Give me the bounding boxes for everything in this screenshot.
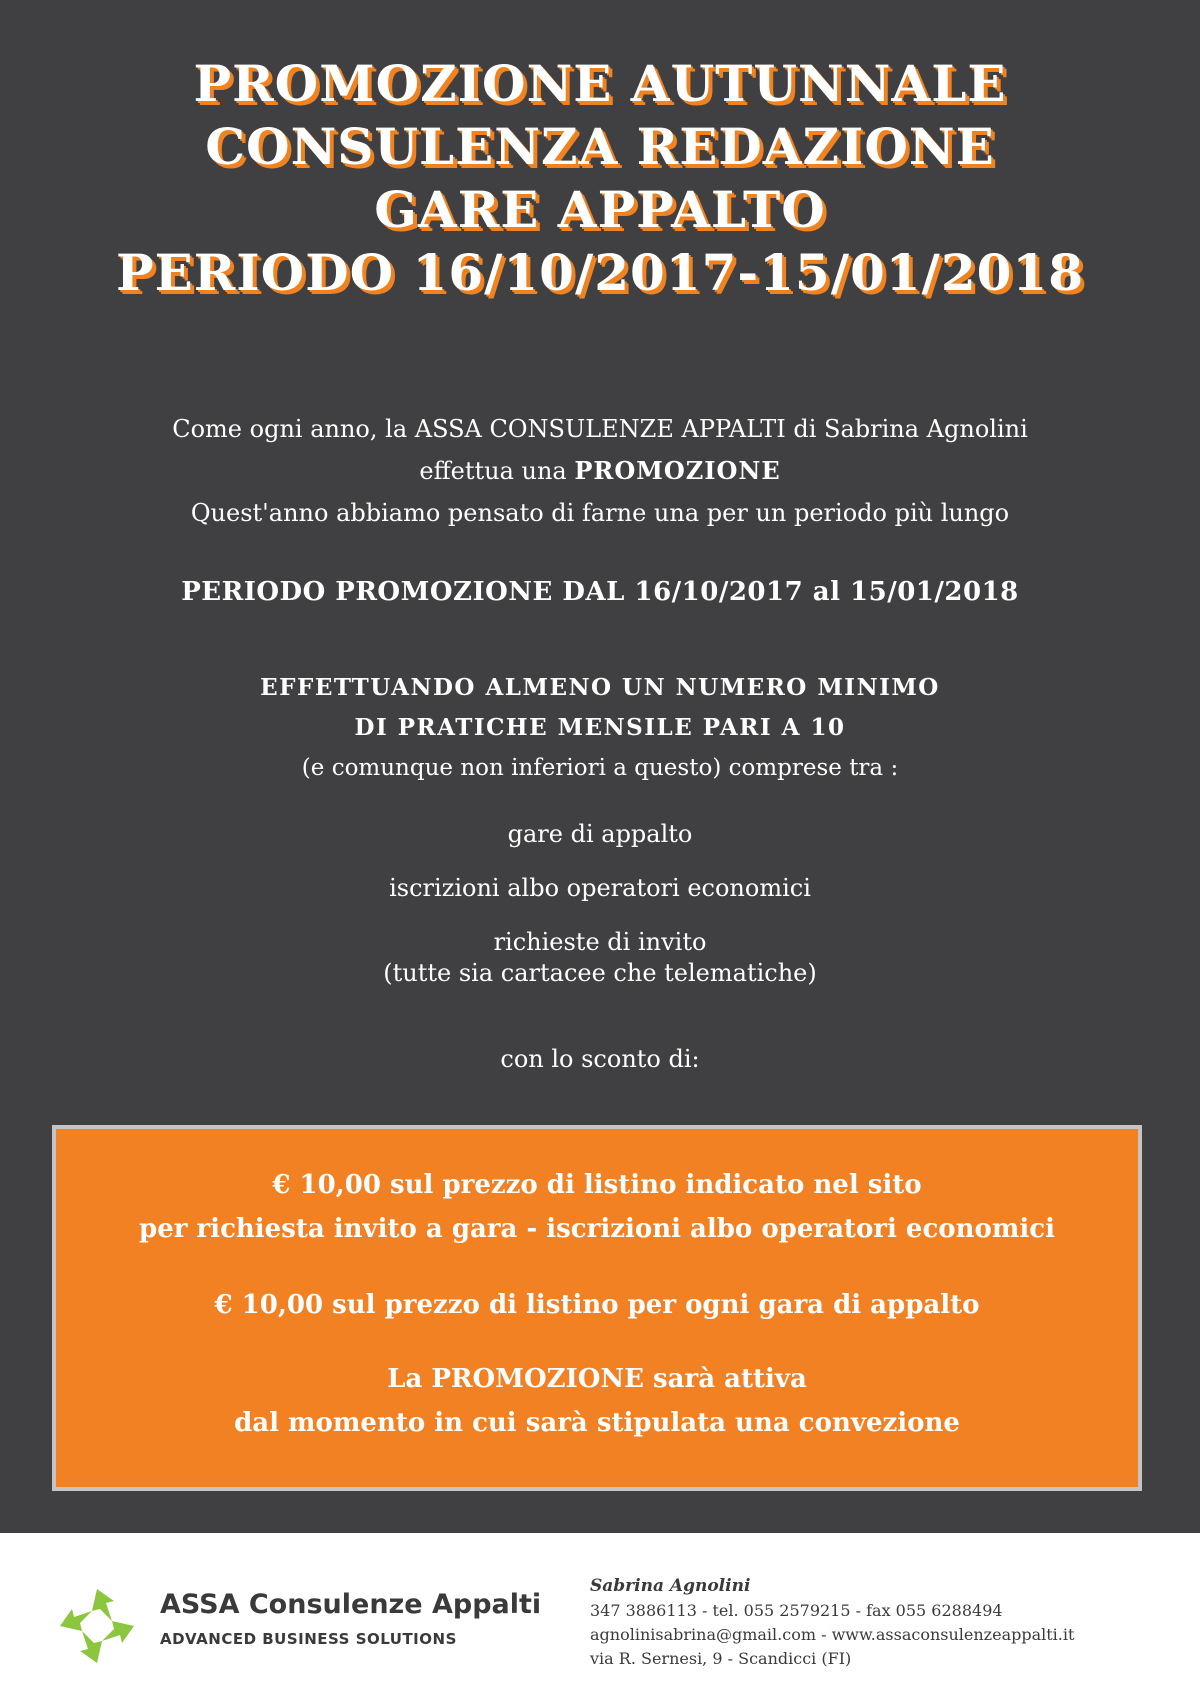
title-line-period: PERIODO 16/10/2017-15/01/2018 bbox=[116, 243, 1084, 302]
contact-name: Sabrina Agnolini bbox=[590, 1576, 751, 1596]
title-line-1: PROMOZIONE AUTUNNALE bbox=[193, 54, 1007, 113]
contact-email-web: agnolinisabrina@gmail.com - www.assaconsulenzeappalti.it bbox=[590, 1625, 1075, 1644]
contact-block bbox=[590, 1573, 1074, 1671]
intro-line-2-prefix: effettua una bbox=[419, 457, 575, 485]
services-list bbox=[0, 807, 1200, 969]
brand-name: ASSA Consulenze Appalti bbox=[160, 1589, 542, 1620]
footer bbox=[0, 1533, 1200, 1697]
title-line-3: GARE APPALTO bbox=[374, 180, 826, 239]
requirement-text bbox=[0, 668, 1200, 788]
offer-box bbox=[52, 1125, 1142, 1491]
intro-line-2 bbox=[0, 450, 1200, 492]
assa-logo-icon bbox=[52, 1581, 142, 1671]
requirement-note: (e comunque non inferiori a questo) comprese tra : bbox=[301, 755, 899, 781]
discount-intro: con lo sconto di: bbox=[500, 1045, 700, 1073]
intro-line-1: Come ogni anno, la ASSA CONSULENZE APPALTI di Sabrina Agnolini bbox=[172, 415, 1028, 443]
list-item: iscrizioni albo operatori economici bbox=[389, 874, 811, 902]
offer-line-1: € 10,00 sul prezzo di listino indicato nel sito bbox=[272, 1170, 922, 1200]
offer-line-5: dal momento in cui sarà stipulata una convezione bbox=[234, 1408, 960, 1438]
contact-phones: 347 3886113 - tel. 055 2579215 - fax 055 6288494 bbox=[590, 1601, 1003, 1620]
brand-tagline: ADVANCED BUSINESS SOLUTIONS bbox=[160, 1630, 457, 1648]
brand-block bbox=[160, 1589, 541, 1648]
offer-line-4: La PROMOZIONE sarà attiva bbox=[387, 1364, 807, 1394]
list-item: gare di appalto bbox=[507, 820, 693, 848]
poster-title bbox=[0, 52, 1200, 304]
requirement-bold-2: DI PRATICHE MENSILE PARI A 10 bbox=[354, 714, 846, 741]
title-line-2: CONSULENZA REDAZIONE bbox=[205, 117, 995, 176]
intro-promo-word: PROMOZIONE bbox=[574, 456, 781, 485]
promo-period-line: PERIODO PROMOZIONE DAL 16/10/2017 al 15/01/2018 bbox=[181, 577, 1019, 607]
offer-line-2: per richiesta invito a gara - iscrizioni albo operatori economici bbox=[139, 1214, 1055, 1244]
list-item: richieste di invito bbox=[493, 928, 707, 956]
intro-line-3: Quest'anno abbiamo pensato di farne una per un periodo più lungo bbox=[190, 499, 1010, 527]
services-note: (tutte sia cartacee che telematiche) bbox=[383, 959, 817, 987]
offer-line-3: € 10,00 sul prezzo di listino per ogni gara di appalto bbox=[214, 1290, 980, 1320]
intro-text bbox=[0, 408, 1200, 534]
contact-address: via R. Sernesi, 9 - Scandicci (FI) bbox=[590, 1649, 852, 1668]
requirement-bold-1: EFFETTUANDO ALMENO UN NUMERO MINIMO bbox=[260, 674, 940, 701]
